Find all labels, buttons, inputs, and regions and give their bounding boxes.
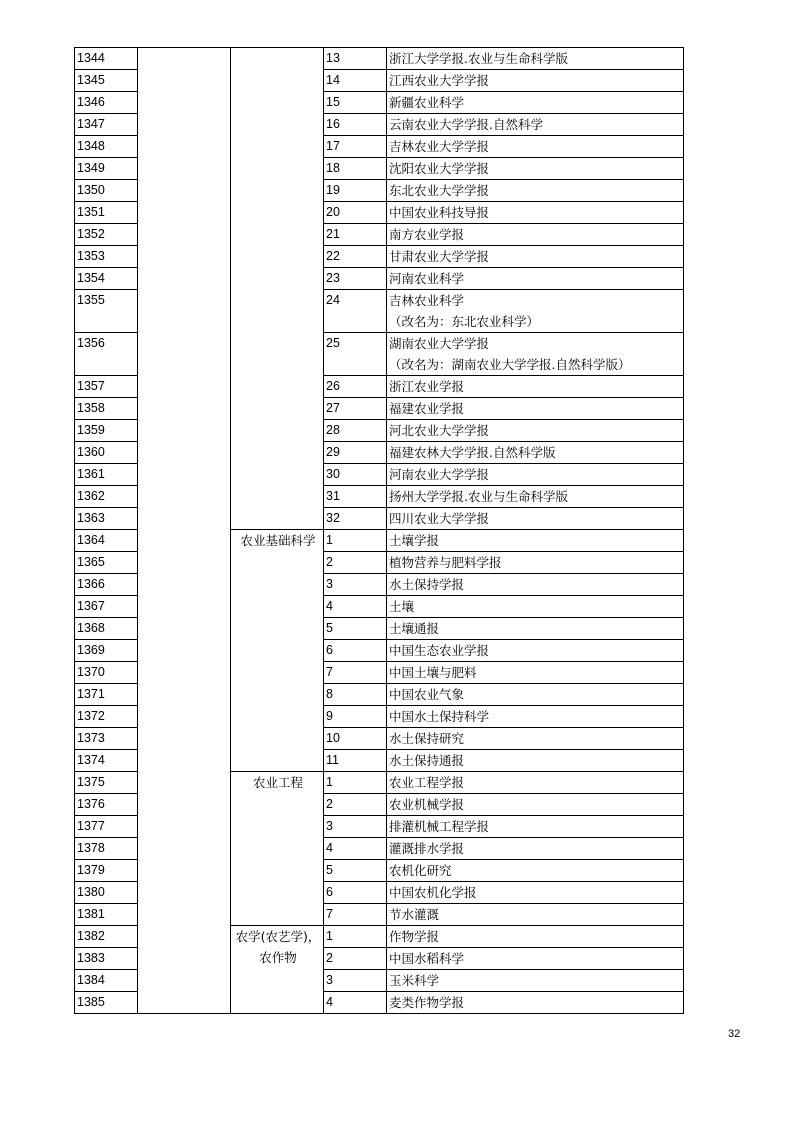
journal-name-cell <box>387 662 684 684</box>
journal-name: 排灌机械工程学报 <box>389 819 490 834</box>
journal-name: 中国水稻科学 <box>389 951 465 966</box>
row-id: 1351 <box>75 202 138 224</box>
journal-name: 福建农林大学学报.自然科学版 <box>389 445 556 460</box>
journal-name-cell <box>387 794 684 816</box>
row-sequence: 28 <box>324 420 387 442</box>
journal-name: 水土保持学报 <box>389 577 465 592</box>
row-id: 1353 <box>75 246 138 268</box>
journal-name-cell <box>387 992 684 1014</box>
row-id: 1370 <box>75 662 138 684</box>
journal-name-cell <box>387 136 684 158</box>
journal-name-cell <box>387 333 684 376</box>
row-id: 1381 <box>75 904 138 926</box>
journal-name: 沈阳农业大学学报 <box>389 161 490 176</box>
row-id: 1369 <box>75 640 138 662</box>
journal-name-cell <box>387 376 684 398</box>
row-sequence: 25 <box>324 333 387 376</box>
row-sequence: 31 <box>324 486 387 508</box>
row-sequence: 4 <box>324 596 387 618</box>
row-id: 1372 <box>75 706 138 728</box>
journal-rename-note: （改名为：湖南农业大学学报.自然科学版） <box>389 357 631 372</box>
journal-name: 土壤通报 <box>389 621 440 636</box>
category-label: 农学(农艺学)， <box>235 929 321 944</box>
journal-name: 河南农业科学 <box>389 271 465 286</box>
journal-name: 水土保持研究 <box>389 731 465 746</box>
journal-name: 作物学报 <box>389 929 440 944</box>
journal-name-cell <box>387 574 684 596</box>
journal-name-cell <box>387 860 684 882</box>
journal-name: 玉米科学 <box>389 973 440 988</box>
row-id: 1349 <box>75 158 138 180</box>
row-id: 1357 <box>75 376 138 398</box>
journal-name: 四川农业大学学报 <box>389 511 490 526</box>
row-id: 1378 <box>75 838 138 860</box>
journal-name: 农机化研究 <box>389 863 452 878</box>
row-id: 1345 <box>75 70 138 92</box>
row-id: 1376 <box>75 794 138 816</box>
row-id: 1377 <box>75 816 138 838</box>
row-sequence: 6 <box>324 640 387 662</box>
journal-name: 吉林农业科学 <box>389 293 465 308</box>
journal-name: 中国农机化学报 <box>389 885 477 900</box>
row-id: 1383 <box>75 948 138 970</box>
category-cell <box>231 48 324 530</box>
row-sequence: 9 <box>324 706 387 728</box>
row-sequence: 20 <box>324 202 387 224</box>
journal-name: 南方农业学报 <box>389 227 465 242</box>
journal-name-cell <box>387 246 684 268</box>
journal-name-cell <box>387 180 684 202</box>
row-id: 1374 <box>75 750 138 772</box>
row-id: 1347 <box>75 114 138 136</box>
row-sequence: 1 <box>324 772 387 794</box>
journal-rename-note: （改名为：东北农业科学） <box>389 314 540 329</box>
journal-name-cell <box>387 706 684 728</box>
row-id: 1348 <box>75 136 138 158</box>
journal-name: 浙江农业学报 <box>389 379 465 394</box>
journal-name: 中国水土保持科学 <box>389 709 490 724</box>
row-id: 1385 <box>75 992 138 1014</box>
row-sequence: 3 <box>324 574 387 596</box>
journal-name-cell <box>387 552 684 574</box>
journal-name-cell <box>387 398 684 420</box>
journal-name-cell <box>387 816 684 838</box>
journal-name-cell <box>387 750 684 772</box>
row-sequence: 2 <box>324 948 387 970</box>
row-sequence: 8 <box>324 684 387 706</box>
discipline-cell <box>138 48 231 1014</box>
row-sequence: 23 <box>324 268 387 290</box>
journal-table-body <box>75 48 684 1014</box>
row-id: 1375 <box>75 772 138 794</box>
row-id: 1380 <box>75 882 138 904</box>
row-id: 1352 <box>75 224 138 246</box>
row-sequence: 6 <box>324 882 387 904</box>
journal-name-cell <box>387 530 684 552</box>
row-sequence: 29 <box>324 442 387 464</box>
journal-name: 河南农业大学学报 <box>389 467 490 482</box>
journal-name: 麦类作物学报 <box>389 995 465 1010</box>
page-number: 32 <box>728 1028 741 1040</box>
journal-table <box>74 47 684 1014</box>
journal-name-cell <box>387 158 684 180</box>
row-sequence: 2 <box>324 552 387 574</box>
row-id: 1355 <box>75 290 138 333</box>
row-sequence: 32 <box>324 508 387 530</box>
journal-name-cell <box>387 464 684 486</box>
journal-name: 中国土壤与肥料 <box>389 665 477 680</box>
category-cell <box>231 530 324 772</box>
row-id: 1373 <box>75 728 138 750</box>
journal-name: 灌溉排水学报 <box>389 841 465 856</box>
row-id: 1367 <box>75 596 138 618</box>
journal-name-cell <box>387 114 684 136</box>
row-id: 1344 <box>75 48 138 70</box>
journal-name: 节水灌溉 <box>389 907 440 922</box>
journal-name: 土壤学报 <box>389 533 440 548</box>
journal-name-cell <box>387 684 684 706</box>
category-cell <box>231 926 324 1014</box>
row-id: 1346 <box>75 92 138 114</box>
journal-name: 植物营养与肥料学报 <box>389 555 502 570</box>
journal-name: 吉林农业大学学报 <box>389 139 490 154</box>
journal-name-cell <box>387 970 684 992</box>
journal-name: 农业机械学报 <box>389 797 465 812</box>
row-sequence: 24 <box>324 290 387 333</box>
journal-name-cell <box>387 772 684 794</box>
journal-name-cell <box>387 640 684 662</box>
journal-name-cell <box>387 882 684 904</box>
journal-name-cell <box>387 728 684 750</box>
journal-name-cell <box>387 290 684 333</box>
row-sequence: 26 <box>324 376 387 398</box>
journal-name: 农业工程学报 <box>389 775 465 790</box>
journal-name-cell <box>387 838 684 860</box>
row-sequence: 11 <box>324 750 387 772</box>
journal-name: 水土保持通报 <box>389 753 465 768</box>
journal-name: 东北农业大学学报 <box>389 183 490 198</box>
row-sequence: 22 <box>324 246 387 268</box>
table-row <box>75 48 684 70</box>
journal-name: 新疆农业科学 <box>389 95 465 110</box>
journal-name-cell <box>387 926 684 948</box>
row-sequence: 13 <box>324 48 387 70</box>
journal-name-cell <box>387 420 684 442</box>
row-id: 1382 <box>75 926 138 948</box>
row-id: 1363 <box>75 508 138 530</box>
row-id: 1371 <box>75 684 138 706</box>
category-label: 农业基础科学 <box>240 533 316 548</box>
journal-name-cell <box>387 618 684 640</box>
row-sequence: 30 <box>324 464 387 486</box>
journal-name: 云南农业大学学报.自然科学 <box>389 117 543 132</box>
journal-name-cell <box>387 508 684 530</box>
category-cell <box>231 772 324 926</box>
row-id: 1384 <box>75 970 138 992</box>
row-id: 1364 <box>75 530 138 552</box>
journal-name-cell <box>387 48 684 70</box>
row-sequence: 7 <box>324 904 387 926</box>
journal-name: 江西农业大学学报 <box>389 73 490 88</box>
row-id: 1354 <box>75 268 138 290</box>
journal-name: 甘肃农业大学学报 <box>389 249 490 264</box>
journal-name: 河北农业大学学报 <box>389 423 490 438</box>
journal-name-cell <box>387 70 684 92</box>
row-sequence: 5 <box>324 618 387 640</box>
journal-name-cell <box>387 268 684 290</box>
row-id: 1368 <box>75 618 138 640</box>
row-id: 1366 <box>75 574 138 596</box>
journal-name: 中国农业气象 <box>389 687 465 702</box>
row-sequence: 3 <box>324 816 387 838</box>
journal-name-cell <box>387 442 684 464</box>
category-label: 农业工程 <box>252 775 303 790</box>
row-sequence: 14 <box>324 70 387 92</box>
journal-name-cell <box>387 202 684 224</box>
row-sequence: 15 <box>324 92 387 114</box>
row-id: 1350 <box>75 180 138 202</box>
row-sequence: 18 <box>324 158 387 180</box>
journal-name: 扬州大学学报.农业与生命科学版 <box>389 489 568 504</box>
journal-name-cell <box>387 904 684 926</box>
row-sequence: 1 <box>324 530 387 552</box>
row-sequence: 5 <box>324 860 387 882</box>
row-id: 1360 <box>75 442 138 464</box>
row-id: 1361 <box>75 464 138 486</box>
row-id: 1362 <box>75 486 138 508</box>
row-id: 1359 <box>75 420 138 442</box>
journal-name-cell <box>387 486 684 508</box>
row-sequence: 4 <box>324 838 387 860</box>
row-sequence: 10 <box>324 728 387 750</box>
row-sequence: 3 <box>324 970 387 992</box>
journal-name: 福建农业学报 <box>389 401 465 416</box>
journal-name: 湖南农业大学学报 <box>389 336 490 351</box>
row-sequence: 19 <box>324 180 387 202</box>
row-sequence: 7 <box>324 662 387 684</box>
row-id: 1365 <box>75 552 138 574</box>
journal-name: 中国农业科技导报 <box>389 205 490 220</box>
journal-name: 中国生态农业学报 <box>389 643 490 658</box>
journal-name: 浙江大学学报.农业与生命科学版 <box>389 51 568 66</box>
row-sequence: 1 <box>324 926 387 948</box>
row-sequence: 27 <box>324 398 387 420</box>
row-sequence: 21 <box>324 224 387 246</box>
row-sequence: 16 <box>324 114 387 136</box>
journal-name-cell <box>387 948 684 970</box>
row-sequence: 4 <box>324 992 387 1014</box>
category-label: 农作物 <box>259 950 297 965</box>
journal-name: 土壤 <box>389 599 415 614</box>
journal-name-cell <box>387 224 684 246</box>
row-sequence: 2 <box>324 794 387 816</box>
journal-name-cell <box>387 92 684 114</box>
row-id: 1358 <box>75 398 138 420</box>
row-id: 1379 <box>75 860 138 882</box>
row-id: 1356 <box>75 333 138 376</box>
journal-name-cell <box>387 596 684 618</box>
row-sequence: 17 <box>324 136 387 158</box>
